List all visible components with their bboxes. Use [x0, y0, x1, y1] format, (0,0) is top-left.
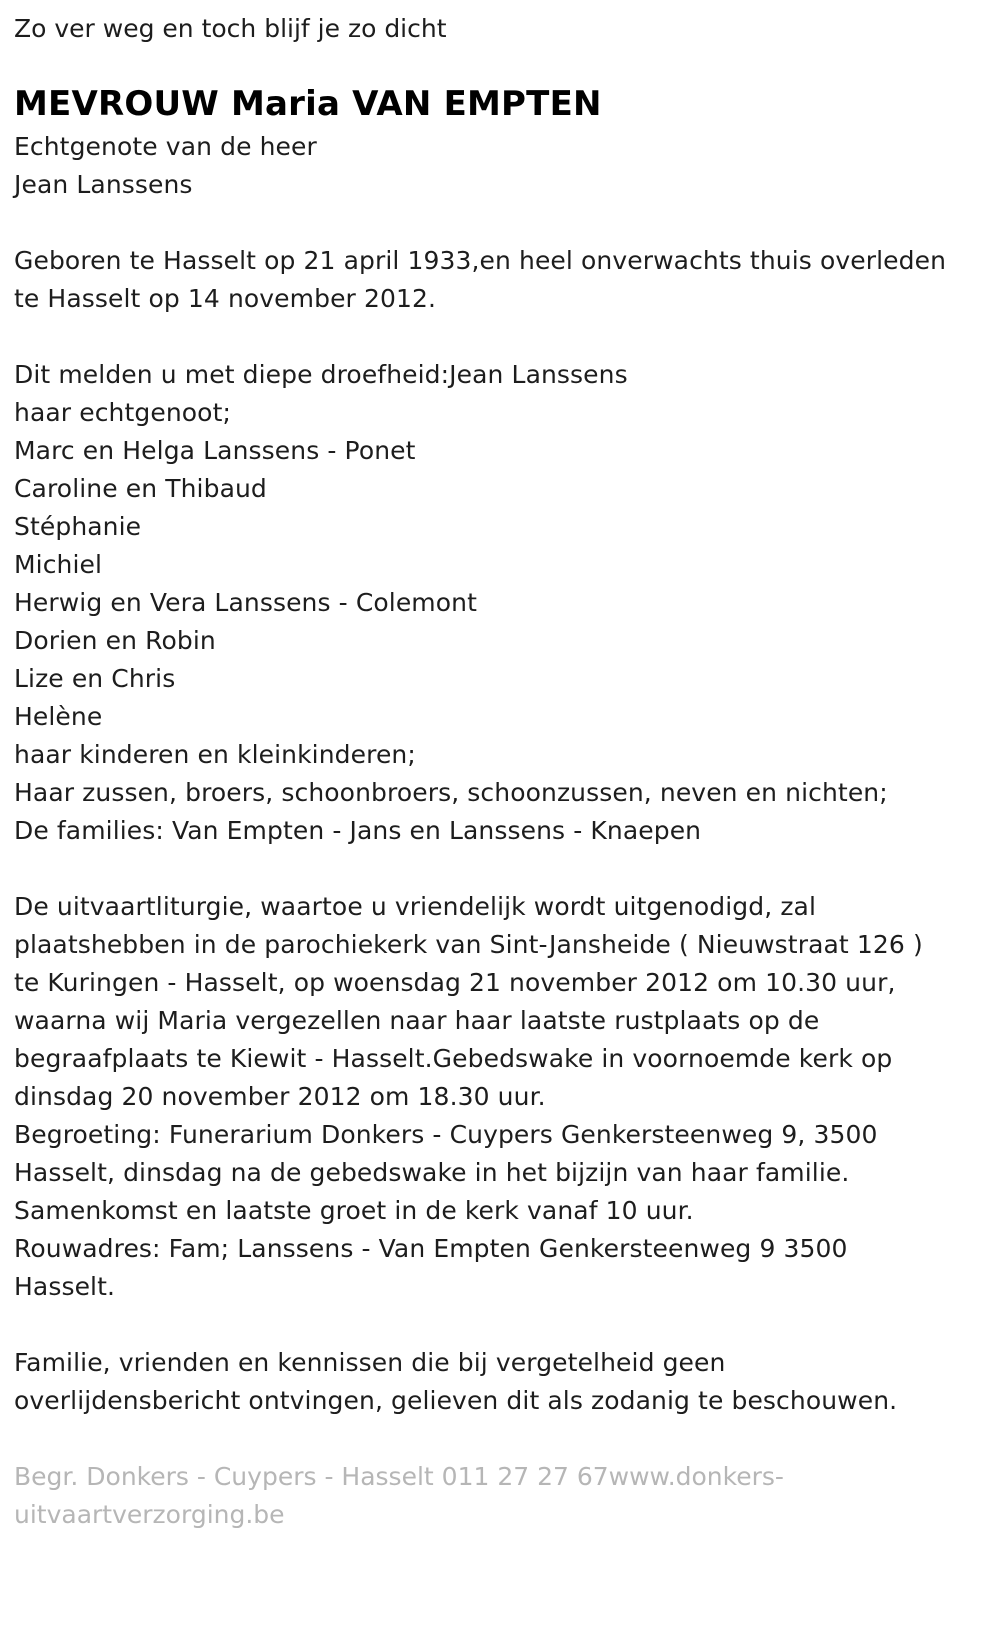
spacer-after-birth-death: [14, 318, 960, 356]
birth-death-line: te Hasselt op 14 november 2012.: [14, 284, 437, 313]
birth-death-block: [14, 242, 960, 318]
survivor-line: Stéphanie: [14, 512, 142, 541]
service-line: waarna wij Maria vergezellen naar haar laatste rustplaats op de: [14, 1006, 820, 1035]
service-line: Begroeting: Funerarium Donkers - Cuypers Genkersteenweg 9, 3500: [14, 1120, 878, 1149]
survivor-line: Michiel: [14, 550, 103, 579]
survivor-line: haar kinderen en kleinkinderen;: [14, 740, 416, 769]
spacer-after-survivors: [14, 850, 960, 888]
service-line: Hasselt, dinsdag na de gebedswake in het bijzijn van haar familie.: [14, 1158, 850, 1187]
provider-block: [14, 1458, 960, 1534]
service-line: begraafplaats te Kiewit - Hasselt.Gebedswake in voornoemde kerk op: [14, 1044, 893, 1073]
spacer-after-spouse: [14, 204, 960, 242]
service-line: te Kuringen - Hasselt, op woensdag 21 november 2012 om 10.30 uur,: [14, 968, 896, 997]
survivor-line: Marc en Helga Lanssens - Ponet: [14, 436, 416, 465]
spouse-name: Jean Lanssens: [14, 170, 193, 199]
provider-line: Begr. Donkers - Cuypers - Hasselt 011 27 27 67www.donkers-: [14, 1462, 784, 1491]
announcement-intro: Dit melden u met diepe droefheid:Jean Lanssens: [14, 360, 628, 389]
spouse-label: Echtgenote van de heer: [14, 132, 317, 161]
provider-line: uitvaartverzorging.be: [14, 1500, 285, 1529]
survivor-line: Helène: [14, 702, 103, 731]
page-title: MEVROUW Maria VAN EMPTEN: [14, 84, 602, 124]
closing-line: overlijdensbericht ontvingen, gelieven dit als zodanig te beschouwen.: [14, 1386, 898, 1415]
service-details-block: [14, 888, 960, 1306]
survivor-line: Herwig en Vera Lanssens - Colemont: [14, 588, 478, 617]
survivors-block: [14, 356, 960, 850]
service-line: plaatshebben in de parochiekerk van Sint-Jansheide ( Nieuwstraat 126 ): [14, 930, 923, 959]
birth-death-line: Geboren te Hasselt op 21 april 1933,en heel onverwachts thuis overleden: [14, 246, 947, 275]
survivor-line: Lize en Chris: [14, 664, 176, 693]
service-line: Samenkomst en laatste groet in de kerk vanaf 10 uur.: [14, 1196, 694, 1225]
spacer-after-service: [14, 1306, 960, 1344]
service-line: dinsdag 20 november 2012 om 18.30 uur.: [14, 1082, 546, 1111]
service-line: Hasselt.: [14, 1272, 116, 1301]
service-line: De uitvaartliturgie, waartoe u vriendelijk wordt uitgenodigd, zal: [14, 892, 817, 921]
survivor-line: Haar zussen, broers, schoonbroers, schoonzussen, neven en nichten;: [14, 778, 888, 807]
survivor-line: Caroline en Thibaud: [14, 474, 267, 503]
service-line: Rouwadres: Fam; Lanssens - Van Empten Genkersteenweg 9 3500: [14, 1234, 848, 1263]
closing-block: [14, 1344, 960, 1420]
closing-line: Familie, vrienden en kennissen die bij vergetelheid geen: [14, 1348, 726, 1377]
survivor-line: Dorien en Robin: [14, 626, 216, 655]
survivor-line: De families: Van Empten - Jans en Lanssens - Knaepen: [14, 816, 702, 845]
spouse-block: [14, 128, 960, 204]
spacer-before-provider: [14, 1420, 960, 1458]
survivor-line: haar echtgenoot;: [14, 398, 231, 427]
epigraph-line: Zo ver weg en toch blijf je zo dicht: [14, 14, 447, 43]
